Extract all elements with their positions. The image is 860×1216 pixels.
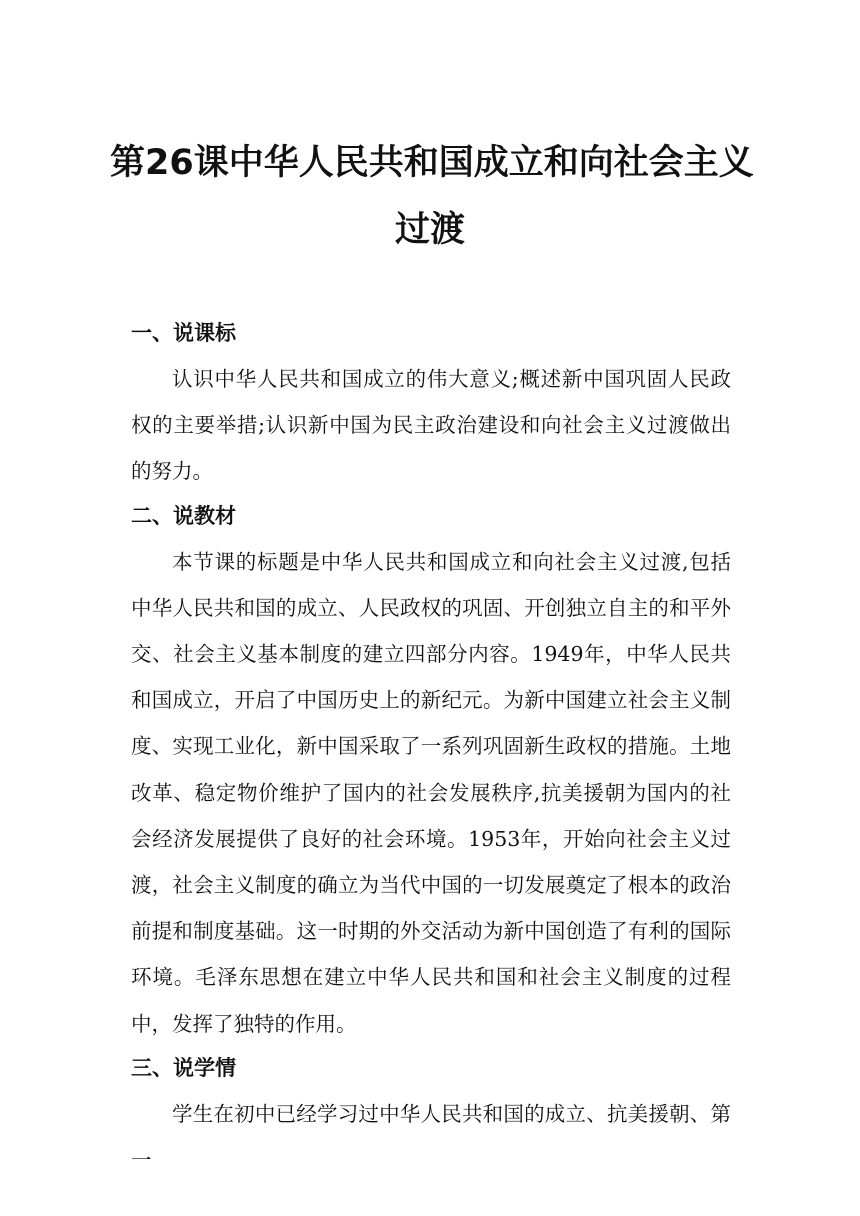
section-paragraph-textbook: 本节课的标题是中华人民共和国成立和向社会主义过渡,包括中华人民共和国的成立、人民政权的巩固、开创独立自主的和平外交、社会主义基本制度的建立四部分内容。1949年，中华人民共和国成立，开启了中国历史上的新纪元。为新中国建立社会主义制度、实现工业化，新中国采取了一系列巩固新生政权的措施。土地改革、稳定物价维护了国内的社会发展秩序,抗美援朝为国内的社会经济发展提供了良好的社会环境。1953年，开始向社会主义过渡，社会主义制度的确立为当代中国的一切发展奠定了根本的政治前提和制度基础。这一时期的外交活动为新中国创造了有利的国际环境。毛泽东思想在建立中华人民共和国和社会主义制度的过程中，发挥了独特的作用。 [131, 549, 731, 1036]
section-heading-curriculum: 一、说课标 [131, 321, 236, 345]
section-paragraph-students: 学生在初中已经学习过中华人民共和国的成立、抗美援朝、第一 [131, 1101, 731, 1173]
section-heading-textbook: 二、说教材 [131, 503, 236, 528]
page-title-line-2: 过渡 [394, 210, 465, 250]
section-paragraph-curriculum: 认识中华人民共和国成立的伟大意义;概述新中国巩固人民政权的主要举措;认识新中国为民主政治建设和向社会主义过渡做出的努力。 [131, 367, 731, 484]
page-title-line-1: 第26课中华人民共和国成立和向社会主义 [110, 143, 754, 183]
section-heading-students: 三、说学情 [131, 1055, 236, 1080]
document-body [131, 316, 731, 1183]
